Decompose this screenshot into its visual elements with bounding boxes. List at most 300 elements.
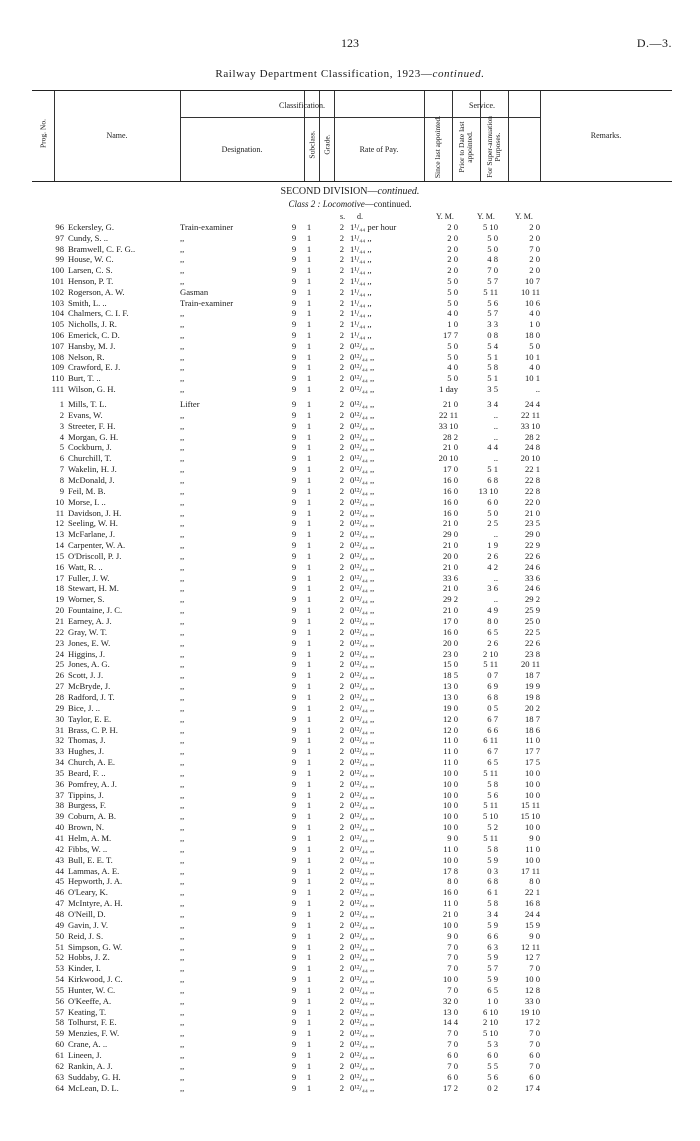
- cell-rate-pence: 0¹²/₄₄ ,,: [350, 898, 375, 909]
- table-row: [0, 725, 700, 736]
- cell-grade: 1: [306, 941, 312, 952]
- cell-prog-no: 56: [55, 995, 64, 1006]
- cell-grade: 1: [306, 919, 312, 930]
- cell-name: Gavin, J. V.: [68, 919, 109, 930]
- cell-name: Higgins, J.: [68, 648, 106, 659]
- cell-prior: 5 1: [487, 373, 498, 384]
- table-row: [0, 790, 700, 801]
- cell-prior: 4 9: [487, 605, 498, 616]
- cell-since-last: 21 0: [442, 908, 458, 919]
- cell-prior: 6 1: [487, 887, 498, 898]
- cell-subclass: 9: [291, 330, 297, 340]
- cell-name: Nicholls, J. R.: [68, 319, 117, 330]
- cell-name: Cundy, S. ..: [68, 232, 109, 243]
- cell-subclass: 9: [291, 702, 297, 713]
- cell-prog-no: 22: [55, 626, 64, 637]
- cell-rate-pence: 0¹²/₄₄ ,,: [350, 800, 375, 811]
- cell-name: McDonald, J.: [68, 474, 115, 485]
- page-number: 123: [341, 36, 359, 50]
- cell-rate-shillings: 2: [339, 550, 344, 561]
- cell-prior: 5 6: [487, 297, 498, 308]
- cell-prog-no: 105: [51, 319, 64, 330]
- cell-rate-pence: 0¹²/₄₄ ,,: [350, 616, 375, 626]
- cell-designation: ,,: [180, 767, 185, 778]
- cell-grade: 1: [306, 373, 312, 384]
- cell-prog-no: 104: [51, 308, 64, 319]
- cell-since-last: 11 0: [443, 757, 458, 768]
- cell-designation: ,,: [180, 420, 185, 431]
- cell-prior: 3 4: [487, 908, 498, 919]
- cell-rate-shillings: 2: [339, 735, 344, 746]
- cell-subclass: 9: [291, 518, 297, 529]
- cell-rate-shillings: 2: [339, 789, 344, 800]
- cell-designation: ,,: [180, 431, 185, 442]
- cell-rate-shillings: 2: [339, 800, 344, 811]
- header-prog-no: Prog. No.: [38, 119, 48, 148]
- cell-super: 10 0: [524, 767, 540, 778]
- cell-designation: ,,: [180, 735, 185, 746]
- cell-name: Bramwell, C. F. G..: [68, 243, 136, 254]
- cell-rate-pence: 0¹²/₄₄ ,,: [350, 724, 375, 735]
- cell-super: 22 6: [524, 550, 540, 561]
- cell-grade: 1: [306, 540, 312, 551]
- cell-since-last: 33 6: [442, 572, 458, 583]
- cell-rate-pence: 0¹²/₄₄ ,,: [350, 529, 375, 540]
- cell-prog-no: 100: [51, 265, 64, 276]
- cell-grade: 1: [306, 265, 312, 276]
- cell-super: 10 6: [524, 297, 540, 308]
- cell-since-last: 13 0: [442, 681, 458, 692]
- cell-designation: ,,: [180, 561, 185, 572]
- cell-since-last: 17 7: [442, 330, 458, 340]
- cell-designation: ,,: [180, 330, 185, 340]
- cell-super: 12 8: [524, 984, 540, 995]
- cell-rate-pence: 0¹²/₄₄ ,,: [350, 626, 375, 637]
- cell-prog-no: 3: [59, 420, 64, 431]
- table-row: [0, 920, 700, 931]
- cell-designation: ,,: [180, 952, 185, 963]
- cell-rate-shillings: 2: [339, 626, 344, 637]
- cell-prior: 2 10: [482, 1017, 498, 1028]
- cell-rate-pence: 0¹²/₄₄ ,,: [350, 963, 375, 974]
- cell-since-last: 7 0: [447, 984, 458, 995]
- cell-subclass: 9: [291, 485, 297, 496]
- cell-name: Taylor, E. E.: [68, 713, 112, 724]
- cell-prior: 0 7: [487, 670, 498, 681]
- cell-rate-pence: 1¹/₄₄ per hour: [350, 222, 397, 232]
- cell-prior: 6 8: [487, 691, 498, 702]
- cell-prog-no: 63: [55, 1071, 64, 1082]
- cell-prior: 5 11: [483, 659, 498, 670]
- cell-grade: 1: [306, 822, 312, 833]
- division-heading: SECOND DIVISION—continued.: [280, 186, 420, 197]
- cell-designation: ,,: [180, 384, 185, 394]
- cell-subclass: 9: [291, 876, 297, 887]
- cell-prog-no: 37: [55, 789, 64, 800]
- table-row: [0, 1007, 700, 1018]
- cell-subclass: 9: [291, 540, 297, 551]
- cell-subclass: 9: [291, 898, 297, 909]
- cell-name: McLean, D. L.: [68, 1082, 119, 1093]
- cell-rate-pence: 1¹/₄₄ ,,: [350, 330, 372, 340]
- cell-since-last: 28 2: [442, 431, 458, 442]
- cell-super: 15 10: [520, 811, 540, 822]
- cell-grade: 1: [306, 757, 312, 768]
- cell-name: Hansby, M. J.: [68, 340, 116, 351]
- cell-grade: 1: [306, 384, 312, 394]
- cell-subclass: 9: [291, 222, 297, 232]
- cell-designation: ,,: [180, 594, 185, 605]
- cell-grade: 1: [306, 681, 312, 692]
- cell-designation: ,,: [180, 319, 185, 330]
- cell-prog-no: 98: [55, 243, 64, 254]
- cell-subclass: 9: [291, 1006, 297, 1017]
- cell-subclass: 9: [291, 984, 297, 995]
- cell-grade: 1: [306, 431, 312, 442]
- cell-subclass: 9: [291, 995, 297, 1006]
- cell-prog-no: 7: [59, 464, 64, 475]
- cell-super: 9 0: [529, 833, 540, 843]
- cell-name: Lammas, A. E.: [68, 865, 120, 876]
- cell-subclass: 9: [291, 854, 297, 865]
- cell-prog-no: 60: [55, 1039, 64, 1050]
- cell-designation: ,,: [180, 243, 185, 254]
- cell-prog-no: 45: [55, 876, 64, 887]
- cell-prior: 6 7: [487, 746, 498, 757]
- cell-prior: 5 9: [487, 919, 498, 930]
- cell-name: McBryde, J.: [68, 681, 111, 692]
- cell-prior: 5 10: [482, 811, 498, 822]
- cell-since-last: 29 2: [442, 594, 458, 605]
- cell-prog-no: 33: [55, 746, 64, 757]
- cell-designation: ,,: [180, 908, 185, 919]
- cell-prog-no: 8: [59, 474, 64, 485]
- cell-prog-no: 62: [55, 1060, 64, 1071]
- cell-prog-no: 40: [55, 822, 64, 833]
- cell-name: Tippins, J.: [68, 789, 104, 800]
- table-row: [0, 963, 700, 974]
- cell-rate-shillings: 2: [339, 485, 344, 496]
- header-since-last: Since last appointed.: [433, 115, 442, 179]
- cell-prog-no: 44: [55, 865, 64, 876]
- cell-grade: 1: [306, 648, 312, 659]
- cell-since-last: 16 0: [442, 496, 458, 507]
- cell-name: Emerick, C. D.: [68, 330, 120, 340]
- cell-since-last: 10 0: [442, 919, 458, 930]
- cell-since-last: 10 0: [442, 854, 458, 865]
- cell-super: ..: [535, 384, 540, 394]
- cell-designation: ,,: [180, 616, 185, 626]
- table-row: [0, 746, 700, 757]
- cell-rate-pence: 1¹/₄₄ ,,: [350, 308, 372, 319]
- cell-subclass: 9: [291, 887, 297, 898]
- cell-since-last: 5 0: [447, 276, 458, 286]
- cell-rate-pence: 0¹²/₄₄ ,,: [350, 713, 375, 724]
- cell-since-last: 6 0: [447, 1071, 458, 1082]
- cell-rate-pence: 1¹/₄₄ ,,: [350, 232, 372, 243]
- cell-super: 10 0: [524, 974, 540, 985]
- cell-subclass: 9: [291, 605, 297, 616]
- cell-grade: 1: [306, 442, 312, 453]
- cell-subclass: 9: [291, 908, 297, 919]
- cell-prog-no: 48: [55, 908, 64, 919]
- cell-grade: 1: [306, 319, 312, 330]
- cell-rate-pence: 0¹²/₄₄ ,,: [350, 974, 375, 985]
- cell-super: 20 10: [520, 453, 540, 464]
- cell-prior: 5 9: [487, 854, 498, 865]
- cell-prior: 5 10: [482, 222, 498, 232]
- cell-designation: ,,: [180, 919, 185, 930]
- cell-super: 11 0: [525, 843, 540, 854]
- cell-grade: 1: [306, 713, 312, 724]
- cell-rate-pence: 0¹²/₄₄ ,,: [350, 518, 375, 529]
- cell-rate-pence: 0¹²/₄₄ ,,: [350, 1060, 375, 1071]
- cell-rate-pence: 0¹²/₄₄ ,,: [350, 340, 375, 351]
- cell-prior: 4 2: [487, 561, 498, 572]
- cell-designation: ,,: [180, 496, 185, 507]
- cell-prior: ..: [493, 453, 498, 464]
- cell-prior: 6 5: [487, 757, 498, 768]
- cell-rate-shillings: 2: [339, 529, 344, 540]
- cell-rate-pence: 0¹²/₄₄ ,,: [350, 474, 375, 485]
- cell-designation: ,,: [180, 984, 185, 995]
- cell-grade: 1: [306, 308, 312, 319]
- cell-subclass: 9: [291, 442, 297, 453]
- cell-designation: ,,: [180, 351, 185, 362]
- cell-rate-pence: 0¹²/₄₄ ,,: [350, 550, 375, 561]
- cell-grade: 1: [306, 594, 312, 605]
- cell-rate-pence: 0¹²/₄₄ ,,: [350, 496, 375, 507]
- unit-ym-since: Y. M.: [436, 212, 454, 221]
- cell-prior: 2 6: [487, 637, 498, 648]
- cell-rate-pence: 0¹²/₄₄ ,,: [350, 757, 375, 768]
- cell-prog-no: 29: [55, 702, 64, 713]
- table-row: [0, 627, 700, 638]
- table-row: [0, 822, 700, 833]
- cell-name: Larsen, C. S.: [68, 265, 113, 276]
- cell-prior: 5 2: [487, 822, 498, 833]
- cell-rate-shillings: 2: [339, 854, 344, 865]
- cell-grade: 1: [306, 930, 312, 941]
- cell-rate-pence: 0¹²/₄₄ ,,: [350, 399, 375, 409]
- cell-designation: ,,: [180, 833, 185, 843]
- cell-name: Wilson, G. H.: [68, 384, 116, 394]
- cell-designation: ,,: [180, 778, 185, 789]
- cell-rate-pence: 0¹²/₄₄ ,,: [350, 442, 375, 453]
- cell-subclass: 9: [291, 833, 297, 843]
- cell-subclass: 9: [291, 1060, 297, 1071]
- cell-prog-no: 12: [55, 518, 64, 529]
- cell-subclass: 9: [291, 351, 297, 362]
- cell-rate-pence: 0¹²/₄₄ ,,: [350, 507, 375, 518]
- cell-designation: ,,: [180, 724, 185, 735]
- cell-designation: ,,: [180, 811, 185, 822]
- table-row: [0, 442, 700, 453]
- cell-prog-no: 30: [55, 713, 64, 724]
- cell-since-last: 15 0: [442, 659, 458, 670]
- cell-super: 22 1: [524, 464, 540, 475]
- cell-designation: ,,: [180, 822, 185, 833]
- cell-super: 5 0: [529, 340, 540, 351]
- cell-prog-no: 2: [59, 409, 64, 420]
- table-row: [0, 855, 700, 866]
- cell-designation: ,,: [180, 583, 185, 594]
- cell-rate-pence: 0¹²/₄₄ ,,: [350, 702, 375, 713]
- cell-rate-shillings: 2: [339, 691, 344, 702]
- cell-name: House, W. C.: [68, 254, 114, 265]
- cell-since-last: 21 0: [442, 518, 458, 529]
- cell-rate-shillings: 2: [339, 583, 344, 594]
- cell-name: Suddaby, G. H.: [68, 1071, 121, 1082]
- cell-prior: 1 9: [487, 540, 498, 551]
- cell-prior: ..: [493, 431, 498, 442]
- table-row: [0, 518, 700, 529]
- cell-rate-pence: 0¹²/₄₄ ,,: [350, 1039, 375, 1050]
- cell-rate-pence: 0¹²/₄₄ ,,: [350, 637, 375, 648]
- cell-subclass: 9: [291, 952, 297, 963]
- cell-super: 10 1: [524, 351, 540, 362]
- cell-prior: 2 10: [482, 648, 498, 659]
- cell-rate-shillings: 2: [339, 243, 344, 254]
- cell-subclass: 9: [291, 453, 297, 464]
- cell-rate-pence: 0¹²/₄₄ ,,: [350, 822, 375, 833]
- cell-subclass: 9: [291, 811, 297, 822]
- cell-since-last: 1 0: [447, 319, 458, 330]
- cell-prog-no: 10: [55, 496, 64, 507]
- cell-grade: 1: [306, 995, 312, 1006]
- cell-subclass: 9: [291, 930, 297, 941]
- cell-name: Henson, P. T.: [68, 276, 114, 286]
- cell-rate-pence: 0¹²/₄₄ ,,: [350, 583, 375, 594]
- cell-since-last: 17 2: [442, 1082, 458, 1093]
- cell-designation: ,,: [180, 540, 185, 551]
- cell-prior: 0 5: [487, 702, 498, 713]
- cell-designation: ,,: [180, 1028, 185, 1039]
- cell-rate-pence: 0¹²/₄₄ ,,: [350, 778, 375, 789]
- cell-grade: 1: [306, 518, 312, 529]
- cell-rate-shillings: 2: [339, 1050, 344, 1060]
- cell-subclass: 9: [291, 941, 297, 952]
- cell-rate-shillings: 2: [339, 1006, 344, 1017]
- table-row: [0, 287, 700, 298]
- cell-prog-no: 109: [51, 362, 64, 373]
- cell-super: 22 0: [524, 496, 540, 507]
- cell-grade: 1: [306, 297, 312, 308]
- table-row: [0, 508, 700, 519]
- cell-grade: 1: [306, 952, 312, 963]
- cell-designation: ,,: [180, 800, 185, 811]
- cell-prior: 0 3: [487, 865, 498, 876]
- cell-super: 17 4: [524, 1082, 540, 1093]
- cell-prior: 5 11: [483, 286, 498, 297]
- cell-rate-pence: 1¹/₄₄ ,,: [350, 319, 372, 330]
- cell-name: Rankin, A. J.: [68, 1060, 113, 1071]
- cell-name: Simpson, G. W.: [68, 941, 123, 952]
- cell-name: Wakelin, H. J.: [68, 464, 117, 475]
- cell-designation: ,,: [180, 887, 185, 898]
- cell-since-last: 11 0: [443, 898, 458, 909]
- cell-rate-shillings: 2: [339, 1017, 344, 1028]
- cell-name: Eckersley, G.: [68, 222, 114, 232]
- cell-grade: 1: [306, 691, 312, 702]
- table-row: [0, 497, 700, 508]
- cell-rate-pence: 1¹/₄₄ ,,: [350, 286, 372, 297]
- cell-since-last: 2 0: [447, 232, 458, 243]
- cell-grade: 1: [306, 420, 312, 431]
- cell-rate-shillings: 2: [339, 952, 344, 963]
- cell-grade: 1: [306, 605, 312, 616]
- cell-rate-pence: 0¹²/₄₄ ,,: [350, 1006, 375, 1017]
- cell-grade: 1: [306, 232, 312, 243]
- cell-grade: 1: [306, 974, 312, 985]
- cell-name: Fibbs, W. ..: [68, 843, 108, 854]
- cell-super: 7 0: [529, 1039, 540, 1050]
- cell-prior: 5 0: [487, 507, 498, 518]
- cell-grade: 1: [306, 286, 312, 297]
- cell-prog-no: 36: [55, 778, 64, 789]
- cell-super: 17 11: [520, 865, 540, 876]
- cell-grade: 1: [306, 561, 312, 572]
- cell-designation: Gasman: [180, 286, 209, 297]
- table-row: [0, 373, 700, 384]
- cell-prog-no: 39: [55, 811, 64, 822]
- cell-super: 24 6: [524, 561, 540, 572]
- cell-designation: ,,: [180, 843, 185, 854]
- cell-rate-shillings: 2: [339, 637, 344, 648]
- cell-rate-shillings: 2: [339, 453, 344, 464]
- cell-name: Reid, J. S.: [68, 930, 104, 941]
- cell-rate-pence: 1¹/₄₄ ,,: [350, 243, 372, 254]
- table-row: [0, 233, 700, 244]
- cell-rate-shillings: 2: [339, 1028, 344, 1039]
- cell-name: Hobbs, J. Z.: [68, 952, 110, 963]
- cell-prog-no: 42: [55, 843, 64, 854]
- cell-since-last: 10 0: [442, 811, 458, 822]
- cell-prog-no: 55: [55, 984, 64, 995]
- table-row: [0, 410, 700, 421]
- table-row: [0, 384, 700, 395]
- cell-prior: 3 5: [487, 384, 498, 394]
- cell-subclass: 9: [291, 800, 297, 811]
- cell-name: Burt, T. ..: [68, 373, 101, 384]
- cell-prog-no: 4: [59, 431, 64, 442]
- cell-designation: ,,: [180, 529, 185, 540]
- cell-prior: 5 0: [487, 232, 498, 243]
- cell-prior: 2 6: [487, 550, 498, 561]
- table-row: [0, 330, 700, 341]
- cell-super: 16 8: [524, 898, 540, 909]
- cell-rate-shillings: 2: [339, 702, 344, 713]
- table-row: [0, 1061, 700, 1072]
- cell-since-last: 5 0: [447, 297, 458, 308]
- cell-since-last: 23 0: [442, 648, 458, 659]
- cell-super: 19 9: [524, 681, 540, 692]
- cell-prog-no: 54: [55, 974, 64, 985]
- cell-super: 17 5: [524, 757, 540, 768]
- table-row: [0, 811, 700, 822]
- cell-prior: 6 3: [487, 941, 498, 952]
- cell-rate-pence: 0¹²/₄₄ ,,: [350, 941, 375, 952]
- cell-subclass: 9: [291, 399, 297, 409]
- cell-rate-shillings: 2: [339, 330, 344, 340]
- header-rate: Rate of Pay.: [359, 145, 399, 154]
- cell-designation: ,,: [180, 746, 185, 757]
- cell-name: Fuller, J. W.: [68, 572, 110, 583]
- cell-rate-shillings: 2: [339, 670, 344, 681]
- cell-super: 18 0: [524, 330, 540, 340]
- cell-rate-pence: 0¹²/₄₄ ,,: [350, 691, 375, 702]
- cell-since-last: 2 0: [447, 222, 458, 232]
